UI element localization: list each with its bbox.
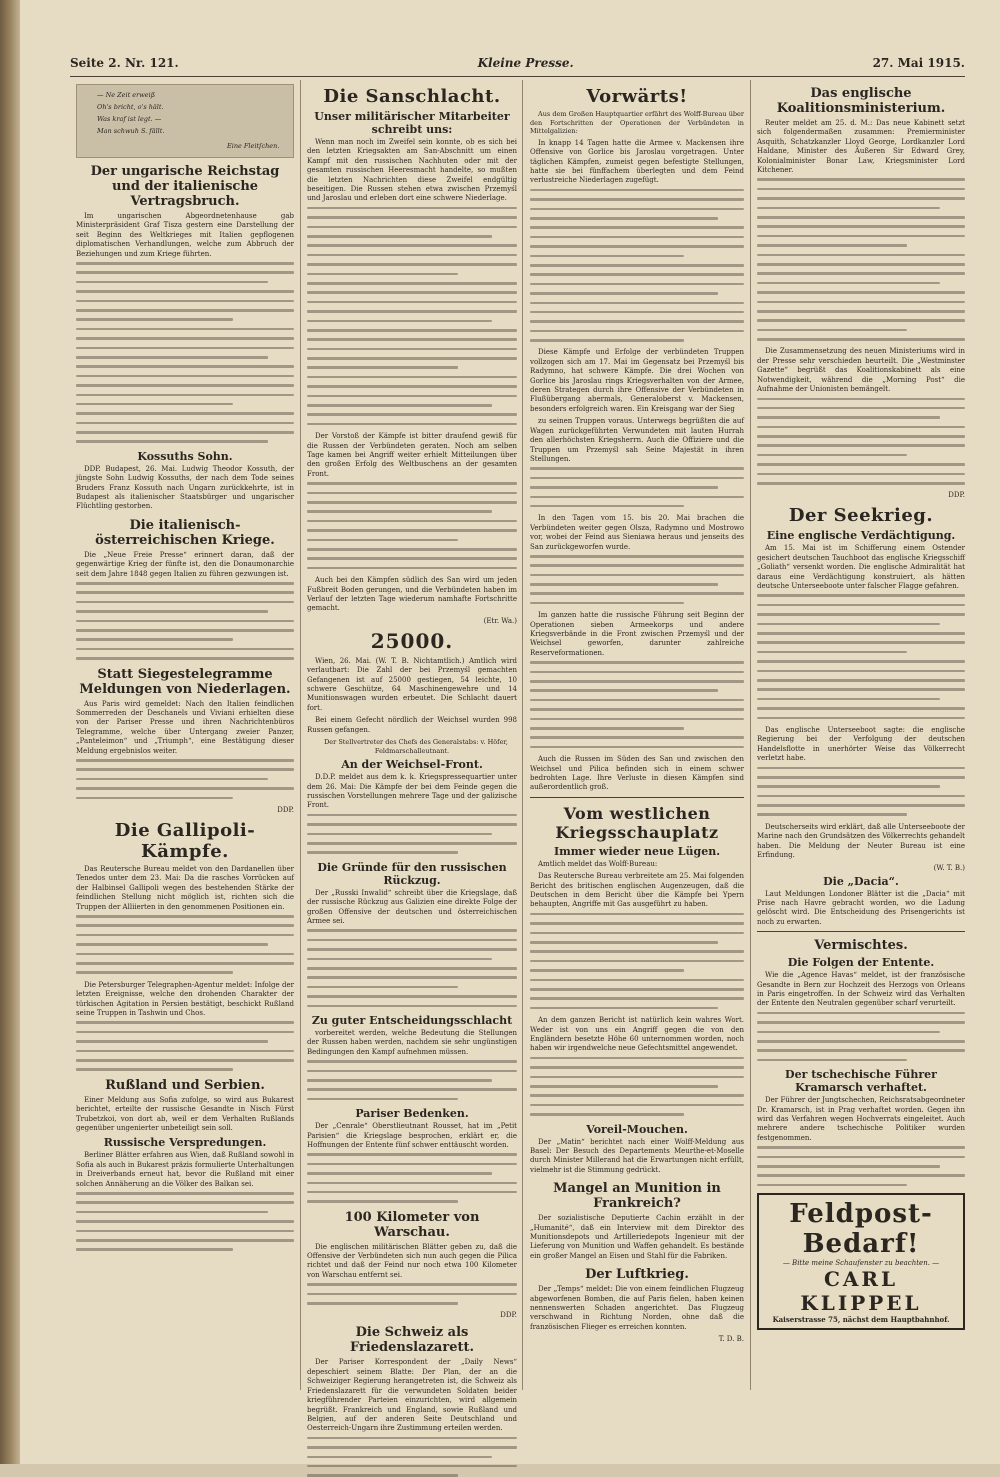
text-block (530, 661, 744, 748)
byline: (Etr. Wa.) (483, 616, 517, 625)
byline: T. D. B. (718, 1335, 744, 1344)
text-block (757, 398, 965, 485)
article-paragraph: Die Zusammensetzung des neuen Ministeriums wird in der Presse sehr verschieden beurteilt. Die „Westminster Gazette“ begrüßt das Koalitionskabinett als eine Notwendigkeit, während die „Morning Post“ die Aufnahme der Unionisten bemängelt. (757, 347, 965, 394)
section-subhead: Pariser Bedenken. (355, 1107, 469, 1121)
text-block (307, 814, 517, 854)
section-subhead: Der tschechische Führer Kramarsch verhaftet. (785, 1068, 937, 1095)
text-block (530, 555, 744, 605)
article-paragraph: Die „Neue Freie Presse“ erinnert daran, daß der gegenwärtige Krieg der fünfte ist, den die Donaumonarchie seit dem Jahre 1848 gegen Italien zu führen gezwungen ist. (76, 550, 294, 578)
poem-signature: Eine Fleitſchen. (227, 142, 280, 150)
text-block (76, 262, 294, 443)
article-paragraph: Diese Kämpfe und Erfolge der verbündeten Truppen vollzogen sich am 17. Mai im Gegensatz bei Przemyśl bis Radymno, hat schwere Kämpfe. Die drei Wochen von Gorlice bis Jaroslau rings Kriegsverhalten von der Armee, deren Strategen durch ihre Offensive der Verbündeten in Flußübergang abermals, Generaloberst v. Mackensen, besonders erfolgreich waren. Ein Kreisgang war der Sieg (530, 348, 744, 413)
text-block (307, 1060, 517, 1100)
column-3 (530, 80, 744, 1390)
section-rule (530, 797, 744, 798)
article-headline: Statt Siegestelegramme Meldungen von Niederlagen. (79, 666, 291, 697)
article-paragraph: Auch die Russen im Süden des San und zwischen den Weichsel und Pilica befinden sich in einem schwer bedrohten Lage. Ihre Verluste in diesen Kämpfen sind außerordentlich groß. (530, 755, 744, 792)
article-paragraph: Das Reutersche Bureau verbreitete am 25. Mai folgenden Bericht des britischen englischen Augenzeugen, daß die Deutschen in dem Bericht über die Kämpfe bei Ypern behaupten, Angriffe mit Gas ausgeführt zu haben. (530, 872, 744, 909)
article-headline: Vom westlichen Kriegsschauplatz (555, 803, 719, 842)
section-subhead: Unser militärischer Mitarbeiter schreibt uns: (314, 110, 510, 136)
article-paragraph: DDP. Budapest, 26. Mai. Ludwig Theodor Kossuth, der jüngste Sohn Ludwig Kossuths, der nach dem Tode seines Bruders Franz Kossuth nach Ungarn zurückkehrte, ist in Budapest als italienischer Staatsbürger und ungarischer Flüchtling gestorben. (76, 464, 294, 511)
article-paragraph: Reuter meldet am 25. d. M.: Das neue Kabinett setzt sich folgendermaßen zusammen: Premierminister Asquith, Schatzkanzler Lloyd George, Lordkanzler Lord Haldane, Minister des Äußeren Sir Edward Grey, Kolonialminister Bonar Law, Kriegsminister Lord Kitchener. (757, 119, 965, 175)
poem-line: Man schwuh S. fällt. (97, 127, 165, 135)
article-paragraph: D.D.P. meldet aus dem k. k. Kriegspressequartier unter dem 26. Mai: Die Kämpfe der bei dem Feinde gegen die russischen Vorstellungen mehrere Tage und der galizische Front. (307, 773, 517, 810)
article-paragraph: Der Führer der Jungtschechen, Reichsratsabgeordneter Dr. Kramarsch, ist in Prag verhaftet worden. Gegen ihn wird das Verfahren wegen Hochverrats eingeleitet. Auch mehrere andere tschechische Politiker wurden festgenommen. (757, 1096, 965, 1142)
text-block (530, 189, 744, 342)
text-block (757, 594, 965, 719)
poem-box (76, 84, 294, 158)
section-subhead: Immer wieder neue Lügen. (553, 844, 721, 858)
column-separator (522, 80, 523, 1390)
text-block (76, 1021, 294, 1071)
text-block (757, 767, 965, 817)
article-paragraph: Im ungarischen Abgeordnetenhause gab Ministerpräsident Graf Tisza gestern eine Darstellung der seit Beginn des Weltkrieges mit Italien gepflogenen diplomatischen Verhandlungen, welche zum Abbruch der Beziehungen und zum Kriege führten. (76, 212, 294, 258)
book-binding (0, 0, 20, 1464)
article-paragraph: Einer Meldung aus Sofia zufolge, so wird aus Bukarest berichtet, erteilte der russische Gesandte in Nisch Fürst Trubetzkoi, von dort ab, weil er dem Verhalten Rußlands gegenüber ungenierter unbeteiligt sein soll. (76, 1095, 294, 1132)
byline: DDP. (277, 806, 294, 814)
article-paragraph: Aus Paris wird gemeldet: Nach den Italien feindlichen Sommerreden der Deschanels und Viviani erhielten diese von der Pariser Presse und ihren Nachrichtenbüros Telegramme, welche über Untergang zweier Panzer, „Panteleimon“ und „Triumph“, eine Bestätigung dieser Meldung ergebnislos weiter. (76, 699, 294, 755)
issue-date: 27. Mai 1915. (872, 56, 965, 70)
article-paragraph: Das Reutersche Bureau meldet von den Dardanellen über Tenedos unter dem 23. Mai: Da die rasches Vorrücken auf der Halbinsel Gallipoli wegen des bestehenden Stärke der feindlichen Stellung nicht möglich ist, richten sich die Truppen der Alliierten in den genommenen Positionen ein. (76, 865, 294, 911)
header-rule (70, 76, 965, 77)
text-block (76, 582, 294, 660)
article-paragraph: Der „Russki Inwalid“ schreibt über die Kriegslage, daß der russische Rückzug aus Galizien eine direkte Folge der großen Offensive der deutschen und österreichischen Armee sei. (307, 888, 517, 926)
article-paragraph: Deutscherseits wird erklärt, daß alle Unterseeboote der Marine nach den Grundsätzen des Völkerrechts gehandelt haben. Die Meldung der Neuter Bureau ist eine Erfindung. (757, 822, 965, 860)
section-subhead: Zu guter Entscheidungsschlacht (311, 1013, 513, 1027)
byline: DDP. (500, 1311, 517, 1320)
article-headline: Vorwärts! (586, 86, 688, 107)
section-subhead: An der Weichsel-Front. (341, 758, 483, 772)
article-paragraph: Wie die „Agence Havas“ meldet, ist der französische Gesandte in Bern zur Hochzeit des Herzogs von Orleans in Paris eingetroffen. In der Schweiz wird das Verhalten der Entente den Neutralen gegenüber scharf verurteilt. (757, 971, 965, 1008)
article-paragraph: An dem ganzen Bericht ist natürlich kein wahres Wort. Weder ist von uns ein Angriff gegen die von den Engländern besetzte Höhe 60 unternommen worden, noch haben wir irgendwelche neue Gefechtsmittel angewendet. (530, 1016, 744, 1053)
text-block (307, 207, 517, 426)
article-headline: 100 Kilometer von Warschau. (344, 1209, 480, 1240)
text-block (76, 1192, 294, 1251)
article-paragraph: Am 15. Mai ist im Schifferung einem Ostender gesichert deutschen Tauchboot das englische Kriegsschiff „Goliath“ versenkt worden. Die englische Admiralität hat daraus eine Verdächtigung konstruiert, als hätten deutsche Unterseeboote unter falscher Flagge gefahren. (757, 544, 965, 591)
section-subhead: Die Folgen der Entente. (787, 956, 935, 970)
poem-line: Was kraf ist legt. — (97, 115, 162, 123)
article-headline: Der Seekrieg. (788, 505, 934, 527)
section-rule (757, 931, 965, 932)
column-4 (757, 80, 965, 1390)
text-block (76, 759, 294, 799)
article-paragraph: Der Vorstoß der Kämpfe ist bitter draufend gewiß für die Russen der Verbündeten geraten. Noch am selben Tage kamen bei Angriff weiter erhielt Mitteilungen über den großen Erfolg des Weltbuschens an der gesamten Front. (307, 432, 517, 478)
byline: (W. T. B.) (933, 863, 965, 872)
column-separator (750, 80, 751, 1390)
article-headline: Rußland und Serbien. (105, 1077, 265, 1093)
article-paragraph: Der sozialistische Deputierte Cachin erzählt in der „Humanité“, daß ein Interview mit dem Direktor des Munitionsdepots und Artilleriedepots Ingenieur mit der Lieferung von Munition und Waffen gehandelt. Es bestände ein großer Mangel an Eisen und Stahl für die Fabriken. (530, 1214, 744, 1260)
article-paragraph: In knapp 14 Tagen hatte die Armee v. Mackensen ihre Offensive von Gorlice bis Jaroslau vorgetragen. Unter täglichen Kämpfen, zumeist gegen befestigte Stellungen, hatte sie bei fünffachem überlegten und dem Feind verlustreiche Niederlagen zugefügt. (530, 138, 744, 185)
ad-company: CARL KLIPPEL (800, 1267, 922, 1316)
section-subhead: Die „Dacia“. (823, 874, 899, 888)
article-paragraph: vorbereitet werden, welche Bedeutung die Stellungen der Russen haben werden, nachdem sie sehr ungünstigen Bedingungen den Kampf aufnehmen müssen. (307, 1028, 517, 1056)
article-paragraph: Die englischen militärischen Blätter geben zu, daß die Offensive der Verbündeten sich nun auch gegen die Pilica richtet und daß der Feind nur noch etwa 100 Kilometer von Warschau entfernt sei. (307, 1242, 517, 1279)
article-paragraph: Die Petersburger Telegraphen-Agentur meldet: Infolge der letzten Ereignisse, welche den drohenden Charakter der türkischen Agitation in Persien bestätigt, beschickt Rußland seine Truppen in Tashwin und Chos. (76, 980, 294, 1017)
page-header (70, 52, 965, 74)
text-block (757, 1012, 965, 1062)
article-paragraph: Auch bei den Kämpfen südlich des San wird um jeden Fußbreit Boden gerungen, und die Verbündeten haben im Verlauf der letzten Tage wiederum namhafte Fortschritte gemacht. (307, 576, 517, 613)
article-paragraph: Wien, 26. Mai. (W. T. B. Nichtamtlich.) Amtlich wird verlautbart: Die Zahl der bei Przemyśl gemachten Gefangenen ist auf 25000 gestiegen, 54 leichte, 10 schwere Geschütze, 64 Maschinengewehre und 14 Munitionswagen wurden erbeutet. Die Schlacht dauert fort. (307, 656, 517, 712)
article-paragraph: Der Pariser Korrespondent der „Daily News“ depeschiert seinem Blatte: Der Plan, der an die Schweiziger Regierung herangetreten ist, die Schweiz als Friedenslazarett für die verwundeten Soldaten beider kriegführender Parteien einzurichten, wird allgemein begrüßt. Frankreich und England, sowie Rußland und Belgien, auf der anderen Seite Deutschland und Oesterreich-Ungarn ihre Zustimmung erteilen werden. (307, 1358, 517, 1433)
section-subhead: Die Gründe für den russischen Rückzug. (317, 860, 507, 887)
article-paragraph: Amtlich meldet das Wolff-Bureau: (538, 859, 658, 868)
text-block (307, 1153, 517, 1203)
text-block (307, 1437, 517, 1477)
article-paragraph: Bei einem Gefecht nördlich der Weichsel wurden 998 Russen gefangen. (307, 716, 517, 734)
text-block (530, 467, 744, 507)
column-separator (300, 80, 301, 1390)
article-headline: Vermischtes. (814, 938, 908, 954)
text-block (757, 1146, 965, 1186)
text-block (307, 482, 517, 569)
article-paragraph: Im ganzen hatte die russische Führung seit Beginn der Operationen sieben Armeekorps und andere Kriegsverbände in die Front zwischen Przemyśl und der Weichsel geworfen, darunter zahlreiche Reserveformationen. (530, 611, 744, 657)
article-paragraph: Wenn man noch im Zweifel sein konnte, ob es sich bei den letzten Kriegsakten am San-Abschnitt um einen Kampf mit den russischen Nachhuten oder mit der gesamten russischen Heeresmacht handelte, so mußten die letzten Nachrichten diese Zweifel endgültig beseitigen. Die Russen stehen etwa zwischen Przemyśl und Jaroslau und erleben dort eine schwere Niederlage. (307, 138, 517, 203)
text-block (76, 915, 294, 974)
byline: DDP. (948, 491, 965, 500)
article-paragraph: Laut Meldungen Londoner Blätter ist die „Dacia“ mit Prise nach Havre gebracht worden, wo die Ladung gelöscht wird. Die Entscheidung des Prisengerichts ist noch zu erwarten. (757, 889, 965, 926)
text-block (307, 929, 517, 1007)
article-headline: Mangel an Munition in Frankreich? (553, 1181, 721, 1212)
article-headline: Die italienisch-österreichischen Kriege. (95, 517, 275, 548)
article-intro: Aus dem Großen Hauptquartier erfährt des Wolff-Bureau über den Fortschritten der Operationen der Verbündeten in Mittelgalizien: (530, 110, 744, 136)
ad-subtitle: — Bitte meine Schaufenster zu beachten. — (782, 1259, 940, 1268)
article-paragraph: Das englische Unterseeboot sagte: die englische Regierung bei der Verfolgung der deutschen Handelsflotte in unerhörter Weise das Völkerrecht verletzt habe. (757, 725, 965, 763)
article-paragraph: Der „Temps“ meldet: Die von einem feindlichen Flugzeug abgeworfenen Bomben, die auf Paris fielen, haben keinen nennenswerten Schaden angerichtet. Das Flugzeug verschwand in Richtung Norden, ohne daß die französischen Flieger es erreichen konnten. (530, 1285, 744, 1331)
text-block (530, 913, 744, 1010)
text-block (307, 1283, 517, 1304)
poem-line: Oh's bricht, o's hält. (97, 103, 164, 111)
poem-line: — Ne Zeit erweiß (97, 91, 156, 99)
article-paragraph: Der „Matin“ berichtet nach einer Wolff-Meldung aus Basel: Der Besuch des Departements Meurthe-et-Moselle durch Minister Millerand hat die Erwartungen nicht erfüllt, vielmehr ist die Stimmung gedrückt. (530, 1137, 744, 1174)
advertisement (757, 1193, 965, 1330)
article-paragraph: In den Tagen vom 15. bis 20. Mai brachen die Verbündeten weiter gegen Olsza, Radymno und Mostrowo vor, wobei der Feind aus Sieniawa heraus und jenseits des San zurückgeworfen wurde. (530, 514, 744, 551)
article-headline: Die Sanschlacht. (323, 86, 501, 107)
ad-address: Kaiserstrasse 75, nächst dem Hauptbahnhof. (772, 1315, 950, 1325)
section-subhead: Voreil-Mouchen. (586, 1122, 688, 1136)
column-2 (307, 80, 517, 1433)
masthead: Kleine Presse. (477, 56, 574, 70)
article-headline: Der Luftkrieg. (585, 1267, 689, 1283)
section-subhead: Kossuths Sohn. (137, 449, 233, 463)
text-block (530, 1057, 744, 1116)
section-subhead: Eine englische Verdächtigung. (766, 529, 956, 543)
article-paragraph: zu seinen Truppen voraus. Unterwegs begrüßten die auf Wagen zurückgeführten Verwundeten mit lauten Hurrah den allerhöchsten Kriegsherrn. Auch die Offiziere und die Truppen um Przemyśl sah Seine Majestät in ihren Stellungen. (530, 417, 744, 463)
article-headline: 25000. (370, 628, 454, 653)
article-headline: Der ungarische Reichstag und der italienische Vertragsbruch. (90, 164, 280, 209)
page-number: Seite 2. Nr. 121. (70, 56, 179, 70)
byline: Der Stellvertreter des Chefs des Generalstabs: v. Höfer, Feldmarschalleutnant. (324, 738, 508, 755)
article-paragraph: Der „Cenrale“ Oberstlieutnant Rousset, hat im „Petit Parisien“ die Kriegslage besprochen, erklärt er, die Hoffnungen der Entente fünf schwer enttäuscht worden. (307, 1122, 517, 1149)
ad-title: Feldpost-Bedarf! (789, 1199, 933, 1260)
column-1 (76, 80, 294, 1390)
article-paragraph: Berliner Blätter erfahren aus Wien, daß Rußland sowohl in Sofia als auch in Bukarest präzis formulierte Unterhaltungen in Dreiverbands erneut hat, bevor die Rußland mit einer solchen Annäherung an die Völker des Balkan sei. (76, 1151, 294, 1188)
article-headline: Das englische Koalitionsministerium. (776, 86, 946, 116)
text-block (757, 178, 965, 340)
section-subhead: Russische Verspredungen. (103, 1136, 267, 1150)
article-headline: Die Gallipoli-Kämpfe. (114, 820, 256, 862)
article-headline: Die Schweiz als Friedenslazarett. (349, 1325, 474, 1356)
